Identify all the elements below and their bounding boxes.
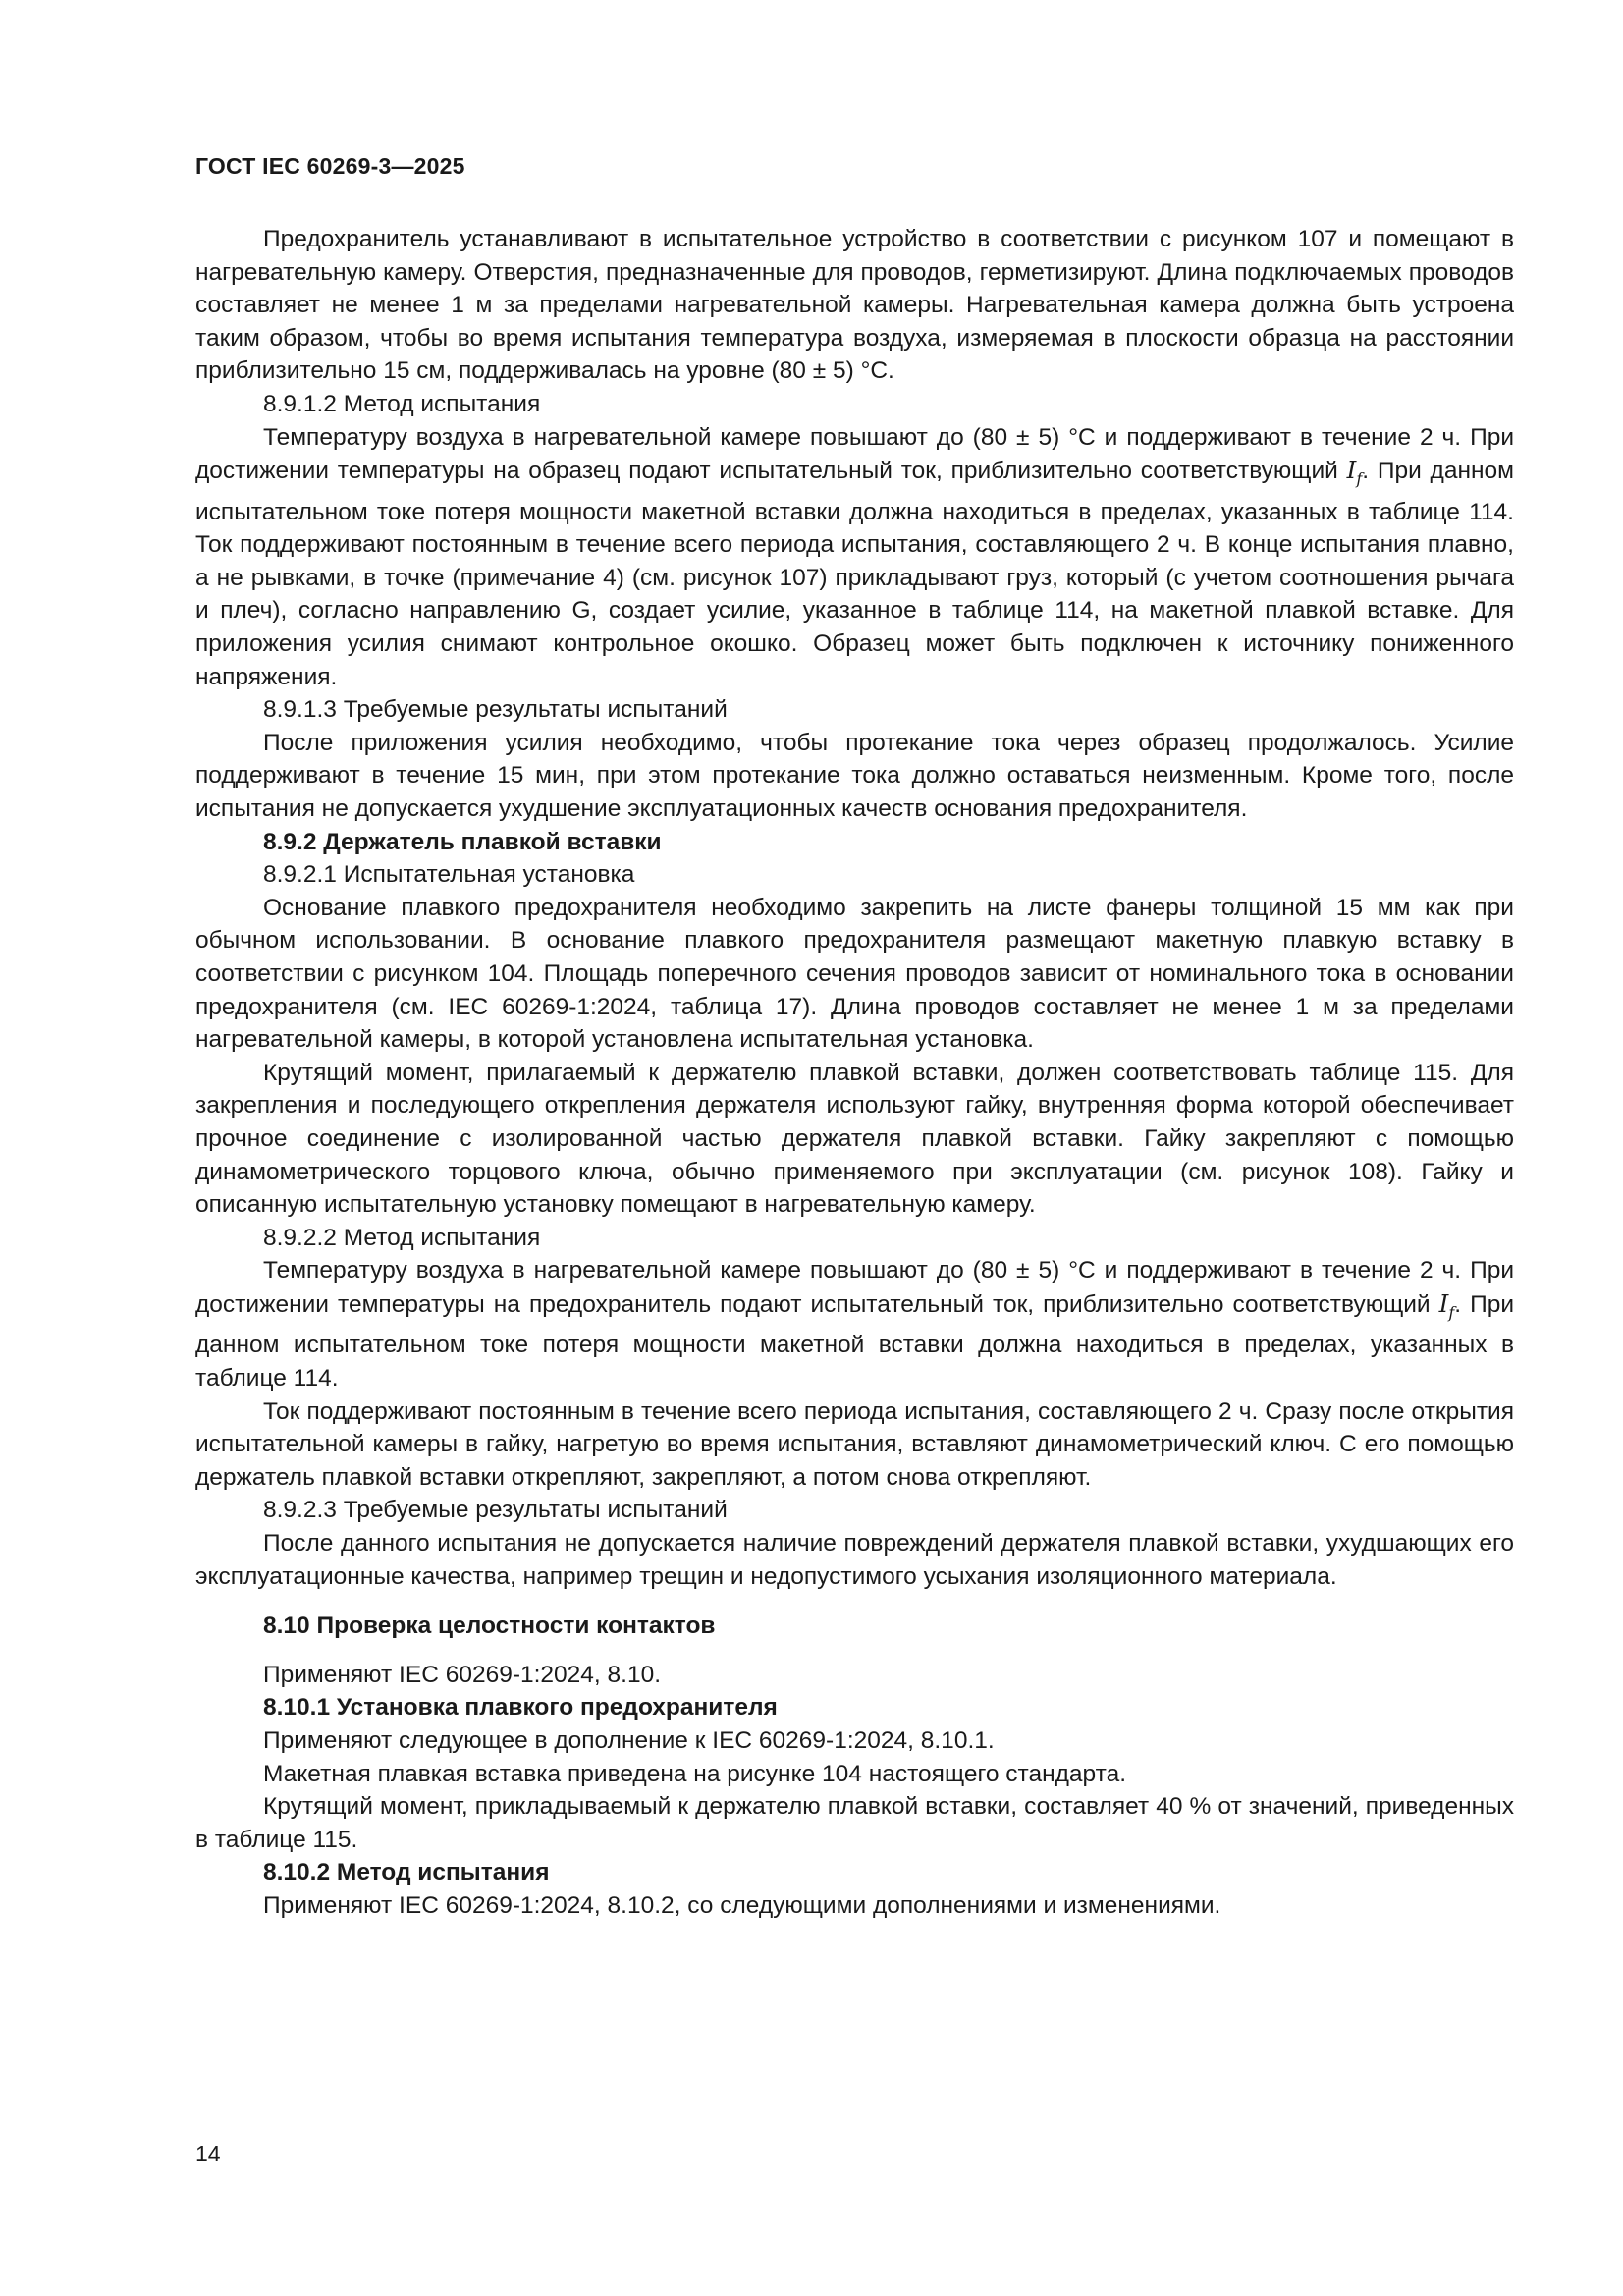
- page-number: 14: [195, 2141, 221, 2166]
- paragraph: [195, 421, 1514, 694]
- section-heading-8-10-2: 8.10.2 Метод испытания: [263, 1859, 550, 1886]
- paragraph: Крутящий момент, прилагаемый к держателю плавкой вставки, должен соответствовать таблице 115. Для закрепления и последующего открепления держателя используют гайку, внутренняя форма которой обеспечивает прочное соединение с изолированной частью держателя плавкой вставки. Гайку закрепляют с помощью динамометрического торцового ключа, обычно применяемого при эксплуатации (см. рисунок 108). Гайку и описанную испытательную установку помещают в нагревательную камеру.: [195, 1059, 1514, 1219]
- standard-header: ГОСТ IEC 60269-3—2025: [195, 153, 465, 179]
- subsection-heading-8-9-1-3: 8.9.1.3 Требуемые результаты испытаний: [263, 696, 728, 724]
- paragraph: Предохранитель устанавливают в испытательное устройство в соответствии с рисунком 107 и помещают в нагревательную камеру. Отверстия, предназначенные для проводов, герметизируют. Длина подключаемых проводов составляет не менее 1 м за пределами нагревательной камеры. Нагревательная камера должна быть устроена таким образом, чтобы во время испытания температура воздуха, измеряемая в плоскости образца на расстоянии приблизительно 15 см, поддерживалась на уровне (80 ± 5) °C.: [195, 226, 1514, 385]
- symbol-if: $I_f$: [1438, 1288, 1455, 1322]
- paragraph-text: Температуру воздуха в нагревательной камере повышают до (80 ± 5) °C и поддерживают в течение 2 ч. При достижении температуры на образец подают испытательный ток, приблизительно соответствующий: [195, 423, 1514, 485]
- paragraph: После приложения усилия необходимо, чтобы протекание тока через образец продолжалось. Усилие поддерживают в течение 15 мин, при этом протекание тока должно оставаться неизменным. Кроме того, после испытания не допускается ухудшение эксплуатационных качеств основания предохранителя.: [195, 729, 1514, 822]
- paragraph: После данного испытания не допускается наличие повреждений держателя плавкой вставки, ухудшающих его эксплуатационные качества, например трещин и недопустимого усыхания изоляционного материала.: [195, 1529, 1514, 1590]
- subsection-heading-8-9-2-1: 8.9.2.1 Испытательная установка: [263, 861, 635, 889]
- section-heading-8-9-2: 8.9.2 Держатель плавкой вставки: [263, 828, 662, 855]
- paragraph: [195, 1254, 1514, 1394]
- paragraph: Применяют следующее в дополнение к IEC 60269-1:2024, 8.10.1.: [263, 1726, 995, 1754]
- paragraph: Основание плавкого предохранителя необходимо закрепить на листе фанеры толщиной 15 мм как при обычном использовании. В основание плавкого предохранителя размещают макетную плавкую вставку в соответствии с рисунком 104. Площадь поперечного сечения проводов зависит от номинального тока в основании предохранителя (см. IEC 60269-1:2024, таблица 17). Длина проводов составляет не менее 1 м за пределами нагревательной камеры, в которой установлена испытательная установка.: [195, 894, 1514, 1054]
- subsection-heading-8-9-1-2: 8.9.1.2 Метод испытания: [263, 390, 541, 417]
- paragraph: Макетная плавкая вставка приведена на рисунке 104 настоящего стандарта.: [263, 1760, 1127, 1787]
- paragraph: Ток поддерживают постоянным в течение всего периода испытания, составляющего 2 ч. Сразу после открытия испытательной камеры в гайку, нагретую во время испытания, вставляют динамометрический ключ. С его помощью держатель плавкой вставки открепляют, закрепляют, а потом снова открепляют.: [195, 1397, 1514, 1491]
- document-body: [195, 223, 1514, 1922]
- subsection-heading-8-9-2-3: 8.9.2.3 Требуемые результаты испытаний: [263, 1497, 728, 1524]
- section-heading-8-10: 8.10 Проверка целостности контактов: [263, 1613, 716, 1640]
- paragraph-text: . При данном испытательном токе потеря мощности макетной вставки должна находиться в пределах, указанных в таблице 114.: [195, 1290, 1515, 1392]
- subsection-heading-8-9-2-2: 8.9.2.2 Метод испытания: [263, 1224, 541, 1251]
- paragraph-text: . При данном испытательном токе потеря мощности макетной вставки должна находиться в пределах, указанных в таблице 114. Ток поддерживают постоянным в течение всего периода испытания, составляющего 2 ч. В конце испытания плавно, а не рывками, в точке (примечание 4) (см. рисунок 107) прикладывают груз, который (с учетом соотношения рычага и плеч), согласно направлению G, создает усилие, указанное в таблице 114, на макетной плавкой вставке. Для приложения усилия снимают контрольное окошко. Образец может быть подключен к источнику пониженного напряжения.: [195, 458, 1514, 690]
- paragraph: Применяют IEC 60269-1:2024, 8.10.: [263, 1661, 662, 1688]
- symbol-if: $I_f$: [1346, 456, 1363, 489]
- paragraph-text: Температуру воздуха в нагревательной камере повышают до (80 ± 5) °C и поддерживают в течение 2 ч. При достижении температуры на предохранитель подают испытательный ток, приблизительно соответствующий: [195, 1257, 1514, 1318]
- paragraph: Крутящий момент, прикладываемый к держателю плавкой вставки, составляет 40 % от значений, приведенных в таблице 115.: [195, 1793, 1514, 1853]
- section-heading-8-10-1: 8.10.1 Установка плавкого предохранителя: [263, 1694, 778, 1722]
- paragraph: Применяют IEC 60269-1:2024, 8.10.2, со следующими дополнениями и изменениями.: [263, 1891, 1221, 1919]
